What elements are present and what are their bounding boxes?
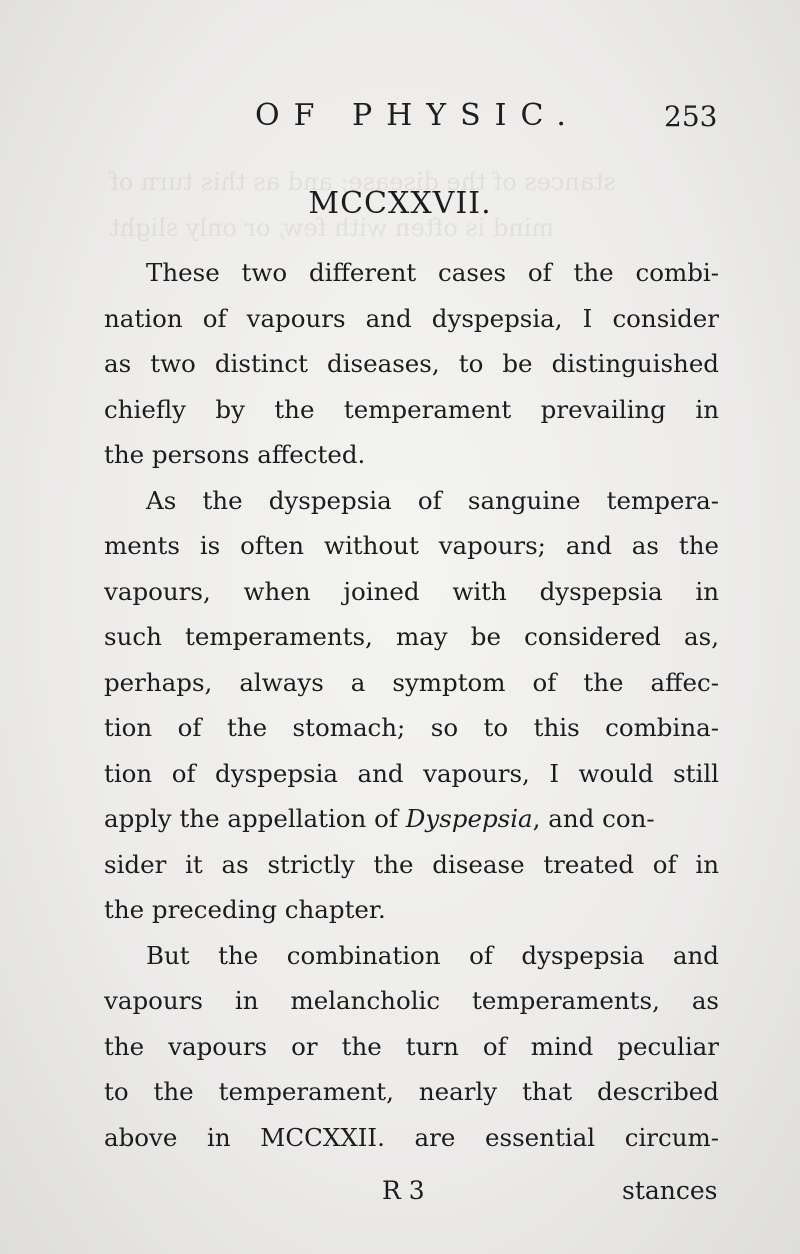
show-through-shadow: stances of the disease; and as this turn of — [110, 168, 617, 196]
text-line: But the combination of dyspepsia and — [146, 940, 719, 970]
text-line: the vapours or the turn of mind peculiar — [104, 1031, 719, 1061]
text-line: above in MCCXXII. are essential circum- — [104, 1122, 719, 1152]
text-line: As the dyspepsia of sanguine tempera- — [146, 485, 719, 515]
text-line: tion of the stomach; so to this combina- — [104, 713, 719, 742]
paragraph-3 — [104, 933, 719, 1161]
text-line: tion of dyspepsia and vapours, I would still — [104, 758, 719, 788]
text-line: These two different cases of the combi- — [146, 258, 719, 287]
show-through-shadow: mind is often with few, or only slight — [110, 214, 555, 242]
paragraph-1 — [104, 250, 719, 478]
paragraph-2 — [104, 478, 719, 933]
text-line: the persons affected. — [104, 440, 366, 469]
signature-mark: R 3 — [382, 1176, 425, 1205]
running-title: OF PHYSIC. — [255, 98, 580, 133]
text-segment: apply the appellation of — [104, 804, 406, 833]
page-number: 253 — [664, 100, 718, 133]
text-line-with-italic — [104, 796, 719, 842]
text-line: nation of vapours and dyspepsia, I consider — [104, 303, 719, 333]
text-line: such temperaments, may be considered as, — [104, 622, 719, 651]
catchword: stances — [622, 1176, 718, 1205]
text-line: perhaps, always a symptom of the affec- — [104, 667, 719, 697]
text-line: as two distinct diseases, to be distinguished — [104, 349, 719, 378]
italic-term: Dyspepsia — [405, 804, 533, 833]
text-line: the preceding chapter. — [104, 895, 386, 924]
text-segment: , and con- — [532, 804, 655, 833]
text-line: ments is often without vapours; and as the — [104, 531, 719, 560]
text-line: vapours, when joined with dyspepsia in — [104, 576, 719, 606]
text-line: chiefly by the temperament prevailing in — [104, 394, 719, 424]
body-text — [104, 250, 719, 1160]
section-heading: MCCXXVII. — [308, 186, 492, 221]
text-line: vapours in melancholic temperaments, as — [104, 986, 719, 1015]
text-line: sider it as strictly the disease treated of in — [104, 849, 719, 879]
text-line: to the temperament, nearly that described — [104, 1077, 719, 1106]
page-footer — [0, 1176, 800, 1216]
